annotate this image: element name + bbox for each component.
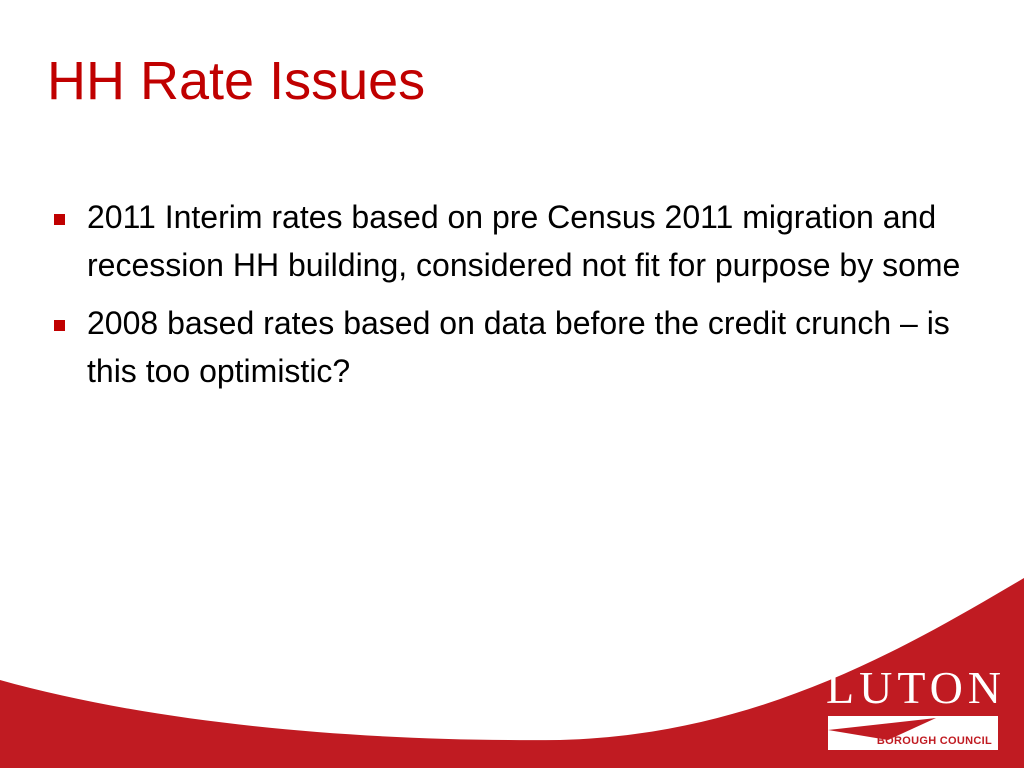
- bullet-text: 2008 based rates based on data before the credit crunch – is this too optimistic?: [87, 305, 950, 389]
- bullet-text: 2011 Interim rates based on pre Census 2011 migration and recession HH building, considered not fit for purpose by some: [87, 199, 961, 283]
- logo-wordmark: LUTON: [826, 662, 1007, 713]
- luton-borough-council-logo: [826, 662, 1007, 752]
- slide-title: HH Rate Issues: [47, 51, 426, 111]
- logo-subtitle: BOROUGH COUNCIL: [876, 735, 992, 747]
- logo-subtitle-panel: [828, 716, 998, 750]
